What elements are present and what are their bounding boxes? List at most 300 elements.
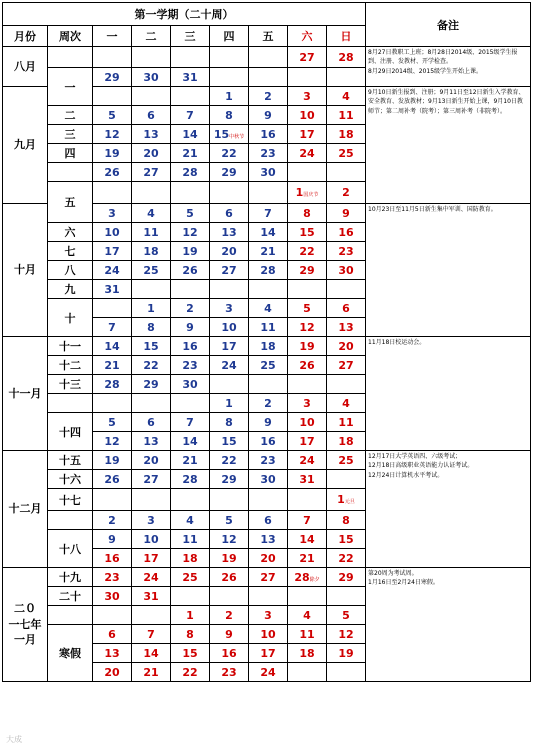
holiday-tag: 国庆节 — [303, 192, 319, 198]
day-cell — [171, 318, 210, 337]
day-cell — [132, 318, 171, 337]
day-cell — [93, 432, 132, 451]
day-number: 8 — [225, 415, 233, 429]
day-number: 29 — [143, 377, 159, 391]
day-cell — [210, 568, 249, 587]
day-number: 9 — [108, 532, 116, 546]
day-number: 24 — [221, 358, 237, 372]
day-cell — [132, 337, 171, 356]
day-number: 1 — [225, 396, 233, 410]
day-number: 7 — [108, 320, 116, 334]
day-number: 11 — [299, 627, 315, 641]
week-label: 四 — [48, 144, 93, 163]
empty-day-cell — [288, 489, 327, 511]
day-cell — [93, 451, 132, 470]
empty-day-cell — [171, 47, 210, 68]
day-cell — [249, 530, 288, 549]
day-cell — [288, 106, 327, 125]
day-number: 12 — [221, 532, 237, 546]
day-cell — [327, 337, 366, 356]
day-cell — [210, 394, 249, 413]
day-number: 7 — [186, 415, 194, 429]
empty-day-cell — [288, 68, 327, 87]
day-cell — [249, 163, 288, 182]
day-number: 11 — [182, 532, 198, 546]
day-number: 15 — [299, 225, 315, 239]
day-cell — [327, 182, 366, 204]
day-number: 17 — [299, 434, 315, 448]
day-number: 28 — [338, 50, 354, 64]
day-cell — [327, 356, 366, 375]
weekday-header: 三 — [171, 26, 210, 47]
day-cell — [93, 280, 132, 299]
day-cell — [171, 163, 210, 182]
empty-day-cell — [93, 299, 132, 318]
empty-day-cell — [210, 280, 249, 299]
day-number: 6 — [342, 301, 350, 315]
empty-day-cell — [132, 182, 171, 204]
day-cell — [171, 644, 210, 663]
day-cell — [249, 432, 288, 451]
note-line: 8月27日教职工上班；8月28日2014级、2015级学生报到、注册、发教材、开学检查。 — [368, 49, 518, 66]
day-number: 15 — [213, 127, 230, 141]
day-number: 1 — [295, 186, 304, 199]
day-cell — [249, 299, 288, 318]
empty-day-cell — [132, 87, 171, 106]
day-number: 8 — [225, 108, 233, 122]
day-cell — [210, 223, 249, 242]
day-number: 23 — [104, 570, 120, 584]
day-number: 21 — [182, 453, 198, 467]
day-number: 31 — [299, 472, 315, 486]
day-number: 19 — [182, 244, 198, 258]
day-cell — [93, 549, 132, 568]
day-cell — [210, 413, 249, 432]
day-number: 25 — [182, 570, 198, 584]
day-number: 20 — [221, 244, 237, 258]
empty-day-cell — [288, 587, 327, 606]
day-cell — [288, 125, 327, 144]
day-cell — [288, 204, 327, 223]
day-cell — [171, 451, 210, 470]
day-cell — [171, 663, 210, 682]
day-cell — [210, 261, 249, 280]
empty-day-cell — [249, 68, 288, 87]
day-number: 14 — [143, 646, 159, 660]
day-cell — [132, 125, 171, 144]
day-cell — [249, 644, 288, 663]
day-cell — [249, 549, 288, 568]
day-cell — [327, 394, 366, 413]
day-cell — [327, 530, 366, 549]
empty-day-cell — [327, 163, 366, 182]
day-cell — [171, 356, 210, 375]
day-cell — [132, 413, 171, 432]
day-cell — [327, 606, 366, 625]
day-number: 6 — [108, 627, 116, 641]
day-number: 30 — [260, 472, 276, 486]
empty-day-cell — [132, 606, 171, 625]
day-cell — [171, 68, 210, 87]
empty-day-cell — [171, 182, 210, 204]
day-number: 10 — [221, 320, 237, 334]
empty-day-cell — [327, 663, 366, 682]
day-number: 6 — [147, 108, 155, 122]
day-cell — [288, 644, 327, 663]
empty-day-cell — [171, 87, 210, 106]
empty-day-cell — [171, 587, 210, 606]
empty-day-cell — [249, 47, 288, 68]
day-number: 24 — [104, 263, 120, 277]
day-cell — [327, 644, 366, 663]
day-cell — [288, 299, 327, 318]
day-cell — [132, 587, 171, 606]
day-cell — [288, 394, 327, 413]
day-cell — [132, 163, 171, 182]
day-cell — [210, 144, 249, 163]
day-cell — [171, 299, 210, 318]
day-cell — [288, 182, 327, 204]
day-cell — [132, 625, 171, 644]
empty-day-cell — [93, 489, 132, 511]
week-label: 三 — [48, 125, 93, 144]
day-cell — [132, 432, 171, 451]
day-cell — [249, 356, 288, 375]
day-cell — [210, 663, 249, 682]
day-number: 31 — [182, 70, 198, 84]
empty-day-cell — [327, 375, 366, 394]
day-number: 3 — [303, 396, 311, 410]
day-cell — [171, 106, 210, 125]
day-cell — [249, 223, 288, 242]
day-number: 11 — [338, 415, 354, 429]
week-label — [48, 163, 93, 182]
day-number: 9 — [225, 627, 233, 641]
day-number: 17 — [221, 339, 237, 353]
day-number: 19 — [104, 453, 120, 467]
day-number: 24 — [299, 146, 315, 160]
day-number: 22 — [182, 665, 198, 679]
week-label: 八 — [48, 261, 93, 280]
day-cell — [327, 549, 366, 568]
day-number: 4 — [342, 396, 350, 410]
day-number: 16 — [104, 551, 120, 565]
day-cell — [171, 337, 210, 356]
empty-day-cell — [327, 587, 366, 606]
empty-day-cell — [93, 47, 132, 68]
day-number: 28 — [182, 472, 198, 486]
day-number: 23 — [260, 453, 276, 467]
day-cell — [171, 568, 210, 587]
day-number: 2 — [225, 608, 233, 622]
day-cell — [132, 68, 171, 87]
day-number: 3 — [303, 89, 311, 103]
day-number: 28 — [104, 377, 120, 391]
day-cell — [288, 606, 327, 625]
note-line: 10月23日至11月5日新生集中军训、国防教育。 — [368, 206, 497, 213]
week-label: 一 — [48, 68, 93, 106]
day-cell — [93, 530, 132, 549]
day-number: 10 — [299, 108, 315, 122]
watermark: 大成 — [6, 735, 22, 744]
day-cell — [327, 511, 366, 530]
day-number: 5 — [108, 415, 116, 429]
day-number: 8 — [147, 320, 155, 334]
calendar-row — [3, 47, 531, 68]
notes-cell — [366, 87, 531, 204]
empty-day-cell — [327, 68, 366, 87]
day-number: 5 — [108, 108, 116, 122]
weekday-header: 六 — [288, 26, 327, 47]
day-number: 24 — [143, 570, 159, 584]
day-number: 30 — [260, 165, 276, 179]
day-number: 8 — [186, 627, 194, 641]
empty-day-cell — [93, 182, 132, 204]
day-cell — [210, 549, 249, 568]
day-cell — [249, 663, 288, 682]
day-cell — [210, 106, 249, 125]
day-number: 21 — [104, 358, 120, 372]
day-number: 26 — [104, 472, 120, 486]
day-number: 15 — [338, 532, 354, 546]
calendar-row — [3, 451, 531, 470]
day-number: 28 — [260, 263, 276, 277]
day-cell — [132, 663, 171, 682]
notes-header: 备注 — [366, 3, 531, 47]
day-cell — [132, 511, 171, 530]
day-cell — [132, 106, 171, 125]
day-number: 18 — [338, 127, 354, 141]
day-number: 31 — [104, 282, 120, 296]
day-number: 31 — [143, 589, 159, 603]
day-number: 26 — [104, 165, 120, 179]
day-cell — [249, 511, 288, 530]
week-label: 六 — [48, 223, 93, 242]
day-number: 14 — [104, 339, 120, 353]
day-number: 21 — [299, 551, 315, 565]
day-number: 20 — [143, 453, 159, 467]
day-number: 2 — [264, 89, 272, 103]
month-label: 十二月 — [3, 451, 48, 568]
day-number: 26 — [221, 570, 237, 584]
day-number: 18 — [338, 434, 354, 448]
day-number: 1 — [147, 301, 155, 315]
day-number: 10 — [143, 532, 159, 546]
day-cell — [210, 163, 249, 182]
day-number: 25 — [338, 453, 354, 467]
week-label: 二十 — [48, 587, 93, 606]
day-number: 10 — [299, 415, 315, 429]
day-number: 29 — [221, 165, 237, 179]
empty-day-cell — [288, 163, 327, 182]
day-number: 27 — [260, 570, 276, 584]
day-cell — [288, 261, 327, 280]
day-cell — [93, 663, 132, 682]
day-cell — [210, 644, 249, 663]
weekday-header: 四 — [210, 26, 249, 47]
empty-day-cell — [327, 470, 366, 489]
day-cell — [171, 375, 210, 394]
day-cell — [327, 451, 366, 470]
day-cell — [210, 299, 249, 318]
day-cell — [210, 530, 249, 549]
day-cell — [93, 144, 132, 163]
week-label — [48, 606, 93, 625]
weekday-header: 日 — [327, 26, 366, 47]
day-cell — [249, 606, 288, 625]
week-label: 十三 — [48, 375, 93, 394]
note-line: 1月16日至2月24日寒假。 — [368, 579, 439, 587]
notes-cell — [366, 47, 531, 87]
day-number: 19 — [338, 646, 354, 660]
week-label: 七 — [48, 242, 93, 261]
empty-day-cell — [210, 489, 249, 511]
empty-day-cell — [249, 375, 288, 394]
day-number: 17 — [260, 646, 276, 660]
day-cell — [249, 625, 288, 644]
empty-day-cell — [132, 489, 171, 511]
day-cell — [171, 242, 210, 261]
weekday-header: 一 — [93, 26, 132, 47]
day-cell — [288, 87, 327, 106]
day-cell — [288, 511, 327, 530]
week-label: 十七 — [48, 489, 93, 511]
day-cell — [288, 530, 327, 549]
empty-day-cell — [210, 182, 249, 204]
day-number: 27 — [338, 358, 354, 372]
day-number: 17 — [299, 127, 315, 141]
day-cell — [93, 106, 132, 125]
day-cell — [288, 413, 327, 432]
day-number: 9 — [342, 206, 350, 220]
semester-calendar-table — [2, 2, 531, 682]
day-number: 12 — [104, 434, 120, 448]
day-cell — [93, 223, 132, 242]
day-number: 19 — [221, 551, 237, 565]
day-number: 23 — [260, 146, 276, 160]
day-cell — [132, 144, 171, 163]
note-line: 第20周为考试周。 — [368, 570, 418, 577]
day-cell — [132, 375, 171, 394]
day-number: 14 — [182, 434, 198, 448]
day-cell — [210, 87, 249, 106]
empty-day-cell — [288, 280, 327, 299]
day-number: 16 — [182, 339, 198, 353]
day-number: 15 — [182, 646, 198, 660]
day-cell — [93, 587, 132, 606]
day-number: 27 — [221, 263, 237, 277]
day-number: 22 — [299, 244, 315, 258]
day-number: 23 — [338, 244, 354, 258]
day-cell — [93, 163, 132, 182]
day-cell — [171, 261, 210, 280]
day-number: 3 — [108, 206, 116, 220]
day-cell — [132, 549, 171, 568]
empty-day-cell — [249, 280, 288, 299]
day-number: 23 — [182, 358, 198, 372]
day-number: 30 — [143, 70, 159, 84]
day-cell — [210, 606, 249, 625]
month-label: 八月 — [3, 47, 48, 87]
day-number: 13 — [260, 532, 276, 546]
day-cell — [93, 644, 132, 663]
day-cell — [210, 356, 249, 375]
day-number: 15 — [221, 434, 237, 448]
day-cell — [249, 204, 288, 223]
day-cell — [132, 470, 171, 489]
empty-day-cell — [210, 47, 249, 68]
day-number: 5 — [186, 206, 194, 220]
day-cell — [327, 204, 366, 223]
day-cell — [210, 337, 249, 356]
day-number: 20 — [104, 665, 120, 679]
day-cell — [210, 432, 249, 451]
day-cell — [249, 261, 288, 280]
week-label: 十二 — [48, 356, 93, 375]
day-number: 30 — [104, 589, 120, 603]
weekday-header: 二 — [132, 26, 171, 47]
day-cell — [288, 144, 327, 163]
day-cell — [210, 125, 249, 144]
empty-day-cell — [132, 280, 171, 299]
day-cell — [171, 413, 210, 432]
day-cell — [288, 337, 327, 356]
day-number: 27 — [299, 50, 315, 64]
day-number: 6 — [147, 415, 155, 429]
day-number: 9 — [186, 320, 194, 334]
day-cell — [210, 318, 249, 337]
day-cell — [249, 394, 288, 413]
day-cell — [249, 125, 288, 144]
day-number: 9 — [264, 415, 272, 429]
day-number: 29 — [221, 472, 237, 486]
day-cell — [93, 413, 132, 432]
day-cell — [93, 125, 132, 144]
empty-day-cell — [132, 394, 171, 413]
day-number: 1 — [225, 89, 233, 103]
day-cell — [210, 625, 249, 644]
day-cell — [132, 261, 171, 280]
empty-day-cell — [171, 489, 210, 511]
day-number: 23 — [221, 665, 237, 679]
day-cell — [210, 511, 249, 530]
day-cell — [93, 337, 132, 356]
day-cell — [171, 530, 210, 549]
day-number: 21 — [182, 146, 198, 160]
day-number: 27 — [143, 472, 159, 486]
day-cell — [93, 625, 132, 644]
empty-day-cell — [327, 280, 366, 299]
week-label: 五 — [48, 182, 93, 223]
day-number: 7 — [303, 513, 311, 527]
day-number: 3 — [264, 608, 272, 622]
note-line: 8月29日2014级、2015级学生开始上课。 — [368, 67, 483, 75]
day-number: 15 — [143, 339, 159, 353]
day-number: 18 — [299, 646, 315, 660]
day-number: 18 — [182, 551, 198, 565]
empty-day-cell — [93, 87, 132, 106]
day-cell — [210, 204, 249, 223]
day-cell — [327, 87, 366, 106]
day-number: 4 — [147, 206, 155, 220]
week-label: 十九 — [48, 568, 93, 587]
day-cell — [171, 625, 210, 644]
day-cell — [132, 242, 171, 261]
week-label — [48, 47, 93, 68]
day-number: 13 — [221, 225, 237, 239]
day-cell — [132, 644, 171, 663]
day-number: 19 — [299, 339, 315, 353]
